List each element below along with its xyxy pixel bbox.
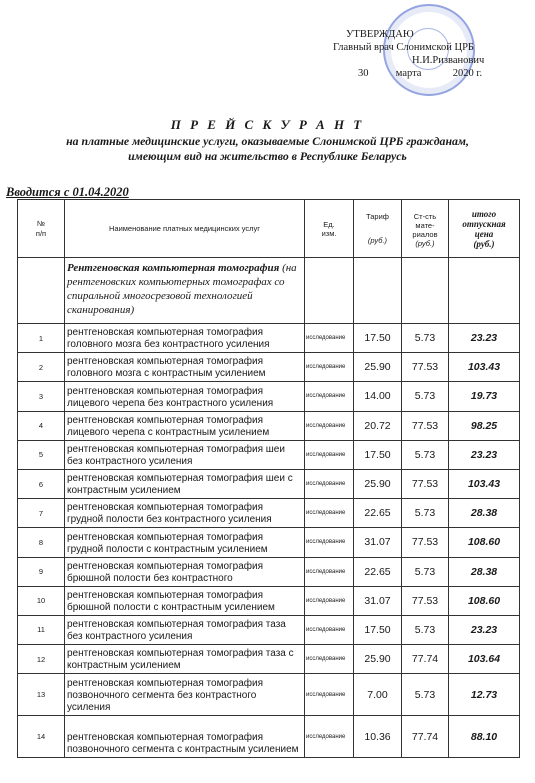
total-price: 98.25 <box>449 411 520 440</box>
header-materials: Ст-сть мате- риалов (руб.) <box>402 200 449 258</box>
approval-heading: УТВЕРЖДАЮ <box>346 29 414 40</box>
unit-of-measure: исследование <box>305 411 354 440</box>
subtitle-line-1: на платные медицинские услуги, оказываемые Слонимской ЦРБ гражданам, <box>66 134 469 148</box>
materials-cost: 5.73 <box>402 615 449 644</box>
service-name: рентгеновская компьютерная томография таза без контрастного усиления <box>65 615 305 644</box>
service-name: рентгеновская компьютерная томография брюшной полости без контрастного <box>65 557 305 586</box>
table-row <box>18 528 520 557</box>
table-row <box>18 440 520 469</box>
effective-date: Вводится с 01.04.2020 <box>6 185 129 199</box>
row-number: 1 <box>18 324 65 353</box>
materials-cost: 77.53 <box>402 353 449 382</box>
header-total-price: итого отпускная цена (руб.) <box>449 200 520 258</box>
approval-year: 2020 г. <box>452 68 483 79</box>
tariff-value: 22.65 <box>354 499 402 528</box>
approval-block <box>300 28 530 80</box>
unit-of-measure: исследование <box>305 674 354 716</box>
materials-cost: 77.74 <box>402 645 449 674</box>
materials-cost: 77.53 <box>402 469 449 498</box>
materials-cost: 77.53 <box>402 586 449 615</box>
section-row <box>18 258 520 324</box>
table-header-row <box>18 200 520 258</box>
unit-of-measure: исследование <box>305 716 354 758</box>
total-price: 88.10 <box>449 716 520 758</box>
unit-of-measure: исследование <box>305 353 354 382</box>
tariff-value: 17.50 <box>354 440 402 469</box>
service-name: рентгеновская компьютерная томография лицевого черепа с контрастным усилением <box>65 411 305 440</box>
row-number: 8 <box>18 528 65 557</box>
service-name: рентгеновская компьютерная томография грудной полости с контрастным усилением <box>65 528 305 557</box>
service-name: рентгеновская компьютерная томография шеи с контрастным усилением <box>65 469 305 498</box>
unit-of-measure: исследование <box>305 557 354 586</box>
row-number: 5 <box>18 440 65 469</box>
approval-signatory: Н.И.Ризванович <box>412 55 485 66</box>
price-table <box>17 199 520 758</box>
service-name: рентгеновская компьютерная томография головного мозга без контрастного усиления <box>65 324 305 353</box>
section-title: Рентгеновская компьютерная томография (на рентгеновских компьютерных томографах со спиральной многосрезовой технологией сканирования) <box>65 258 305 324</box>
unit-of-measure: исследование <box>305 645 354 674</box>
total-price: 103.64 <box>449 645 520 674</box>
tariff-value: 31.07 <box>354 586 402 615</box>
tariff-value: 25.90 <box>354 469 402 498</box>
unit-of-measure: исследование <box>305 499 354 528</box>
tariff-value: 20.72 <box>354 411 402 440</box>
tariff-value: 14.00 <box>354 382 402 411</box>
service-name: рентгеновская компьютерная томография позвоночного сегмента с контрастным усилением <box>65 716 305 758</box>
row-number: 11 <box>18 615 65 644</box>
service-name: рентгеновская компьютерная томография лицевого черепа без контрастного усиления <box>65 382 305 411</box>
header-tariff: Тариф (руб.) <box>354 200 402 258</box>
table-row <box>18 411 520 440</box>
row-number: 10 <box>18 586 65 615</box>
table-row <box>18 615 520 644</box>
table-row <box>18 586 520 615</box>
materials-cost: 5.73 <box>402 440 449 469</box>
tariff-value: 31.07 <box>354 528 402 557</box>
total-price: 23.23 <box>449 440 520 469</box>
tariff-value: 17.50 <box>354 324 402 353</box>
service-name: рентгеновская компьютерная томография грудной полости без контрастного усиления <box>65 499 305 528</box>
row-number: 12 <box>18 645 65 674</box>
service-name: рентгеновская компьютерная томография позвоночного сегмента без контрастного усиления <box>65 674 305 716</box>
row-number: 2 <box>18 353 65 382</box>
service-name: рентгеновская компьютерная томография таза с контрастным усилением <box>65 645 305 674</box>
unit-of-measure: исследование <box>305 324 354 353</box>
total-price: 103.43 <box>449 353 520 382</box>
tariff-value: 7.00 <box>354 674 402 716</box>
row-number: 14 <box>18 716 65 758</box>
unit-of-measure: исследование <box>305 615 354 644</box>
materials-cost: 5.73 <box>402 674 449 716</box>
tariff-value: 22.65 <box>354 557 402 586</box>
table-row <box>18 499 520 528</box>
row-number: 3 <box>18 382 65 411</box>
materials-cost: 5.73 <box>402 557 449 586</box>
service-name: рентгеновская компьютерная томография брюшной полости с контрастным усилением <box>65 586 305 615</box>
service-name: рентгеновская компьютерная томография шеи без контрастного усиления <box>65 440 305 469</box>
total-price: 23.23 <box>449 615 520 644</box>
unit-of-measure: исследование <box>305 382 354 411</box>
materials-cost: 77.53 <box>402 411 449 440</box>
table-row <box>18 645 520 674</box>
unit-of-measure: исследование <box>305 440 354 469</box>
row-number: 6 <box>18 469 65 498</box>
materials-cost: 5.73 <box>402 324 449 353</box>
total-price: 12.73 <box>449 674 520 716</box>
row-number: 9 <box>18 557 65 586</box>
approval-month: марта <box>395 68 422 79</box>
table-row <box>18 557 520 586</box>
table-row <box>18 353 520 382</box>
unit-of-measure: исследование <box>305 528 354 557</box>
materials-cost: 77.53 <box>402 528 449 557</box>
approval-date <box>300 67 530 80</box>
table-row <box>18 469 520 498</box>
total-price: 23.23 <box>449 324 520 353</box>
table-row <box>18 716 520 758</box>
total-price: 19.73 <box>449 382 520 411</box>
approval-position: Главный врач Слонимской ЦРБ <box>333 42 474 53</box>
service-name: рентгеновская компьютерная томография головного мозга с контрастным усилением <box>65 353 305 382</box>
tariff-value: 10.36 <box>354 716 402 758</box>
tariff-value: 17.50 <box>354 615 402 644</box>
subtitle-line-2: имеющим вид на жительство в Республике Беларусь <box>128 149 407 163</box>
row-number: 7 <box>18 499 65 528</box>
table-row <box>18 674 520 716</box>
materials-cost: 5.73 <box>402 499 449 528</box>
approval-day: 30 <box>358 68 369 79</box>
total-price: 28.38 <box>449 557 520 586</box>
unit-of-measure: исследование <box>305 469 354 498</box>
row-number: 13 <box>18 674 65 716</box>
row-number: 4 <box>18 411 65 440</box>
total-price: 103.43 <box>449 469 520 498</box>
table-row <box>18 324 520 353</box>
materials-cost: 77.74 <box>402 716 449 758</box>
unit-of-measure: исследование <box>305 586 354 615</box>
tariff-value: 25.90 <box>354 353 402 382</box>
header-number: № п/п <box>18 200 65 258</box>
document-subtitle <box>0 134 535 164</box>
total-price: 28.38 <box>449 499 520 528</box>
total-price: 108.60 <box>449 528 520 557</box>
tariff-value: 25.90 <box>354 645 402 674</box>
header-service-name: Наименование платных медицинских услуг <box>65 200 305 258</box>
materials-cost: 5.73 <box>402 382 449 411</box>
table-row <box>18 382 520 411</box>
total-price: 108.60 <box>449 586 520 615</box>
document-title: П Р Е Й С К У Р А Н Т <box>170 117 365 132</box>
header-unit: Ед. изм. <box>305 200 354 258</box>
